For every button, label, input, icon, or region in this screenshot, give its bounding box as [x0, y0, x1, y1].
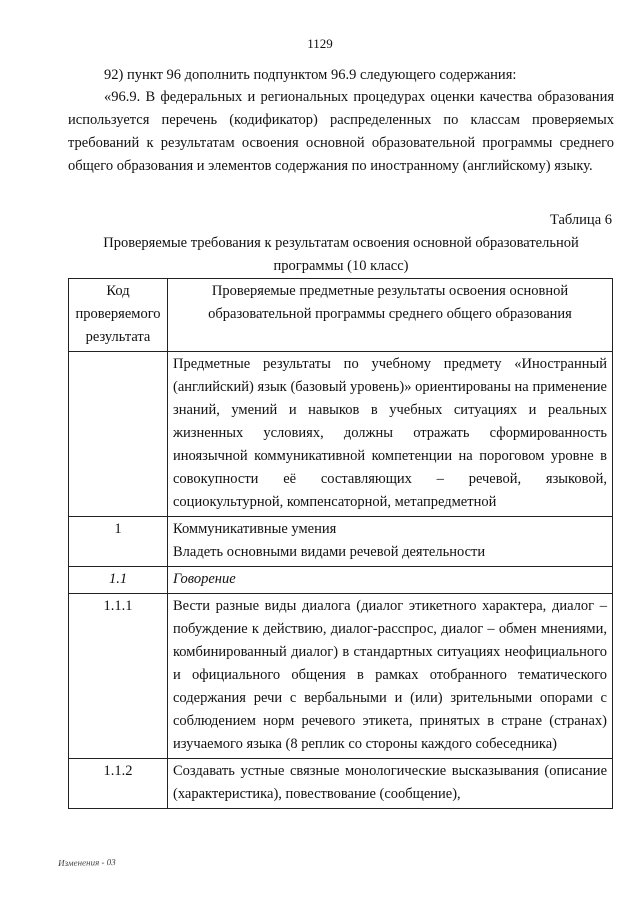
result-text: Коммуникативные умения	[173, 521, 337, 537]
result-code	[69, 352, 168, 517]
column-header-results: Проверяемые предметные результаты освоения основной образовательной программы среднего общего образования	[168, 279, 613, 352]
table-label: Таблица 6	[549, 212, 612, 228]
result-text: Говорение	[173, 571, 236, 587]
page-footer-note: Изменения - 03	[58, 856, 116, 868]
table-row	[69, 517, 613, 567]
result-description	[168, 352, 613, 517]
amendment-paragraph: 92) пункт 96 дополнить подпунктом 96.9 следующего содержания:	[104, 67, 517, 83]
table-row	[69, 759, 613, 809]
table-row	[69, 352, 613, 517]
result-text: Создавать устные связные монологические высказывания (описание (характеристика), повествование (сообщение),	[173, 763, 607, 802]
result-description	[168, 594, 613, 759]
requirements-table	[68, 278, 613, 809]
result-code: 1.1.2	[69, 759, 168, 809]
result-code: 1.1.1	[69, 594, 168, 759]
column-header-code: Код проверяемого результата	[69, 279, 168, 352]
subclause-paragraph: «96.9. В федеральных и региональных процедурах оценки качества образования используется перечень (кодификатор) распределенных по классам проверяемых требований к результатам освоения основной образовательной программы среднего общего образования и элементов содержания по иностранному (английскому) языку.	[68, 89, 614, 174]
result-description	[168, 759, 613, 809]
table-row	[69, 594, 613, 759]
result-code: 1	[69, 517, 168, 567]
result-description	[168, 517, 613, 567]
result-text: Вести разные виды диалога (диалог этикетного характера, диалог – побуждение к действию, диалог-расспрос, диалог – обмен мнениями, комбинированный диалог) в стандартных ситуациях неофициального и официального общения в рамках отобранного тематического содержания речи с вербальными и (или) зрительными опорами с соблюдением норм речевого этикета, принятых в стране (странах) изучаемого языка (8 реплик со стороны каждого собеседника)	[173, 598, 607, 752]
table-header-row	[69, 279, 613, 352]
result-description	[168, 567, 613, 594]
result-text: Владеть основными видами речевой деятельности	[173, 544, 486, 560]
result-text: Предметные результаты по учебному предмету «Иностранный (английский) язык (базовый уровень)» ориентированы на применение знаний, умений и навыков в учебных ситуациях и реальных жизненных условиях, должны отражать сформированность иноязычной коммуникативной компетенции на пороговом уровне в совокупности её составляющих – речевой, языковой, социокультурной, компенсаторной, метапредметной	[173, 356, 607, 510]
result-code: 1.1	[69, 567, 168, 594]
page-number: 1129	[307, 36, 333, 51]
table-title: Проверяемые требования к результатам освоения основной образовательной программы (10 класс)	[103, 235, 579, 274]
table-row	[69, 567, 613, 594]
